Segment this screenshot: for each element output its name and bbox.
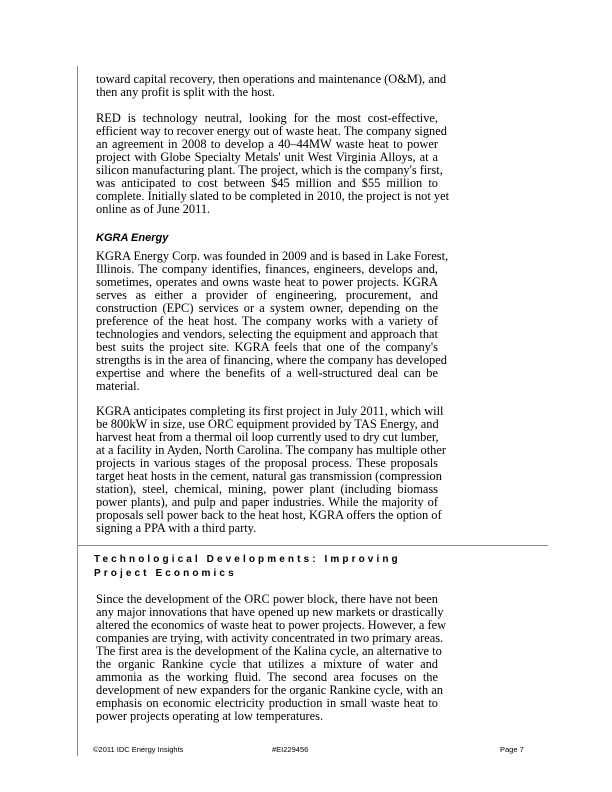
paragraph-tech-developments	[96, 592, 447, 723]
text-line: strengths is in the area of financing, where the company has developed	[96, 353, 447, 367]
text-line: harvest heat from a thermal oil loop currently used to dry cut lumber,	[96, 430, 439, 444]
text-line: station), steel, chemical, mining, power plant (including biomass	[96, 482, 438, 496]
text-line: material.	[96, 379, 140, 393]
text-line: target heat hosts in the cement, natural gas transmission (compression	[96, 469, 442, 483]
paragraph-kgra-intro	[96, 249, 449, 393]
text-line: preference of the heat host. The company works with a variety of	[96, 314, 438, 328]
text-line: expertise and where the benefits of a well-structured deal can be	[96, 366, 438, 380]
text-line: proposals sell power back to the heat host, KGRA offers the option of	[96, 508, 442, 522]
text-line: toward capital recovery, then operations and maintenance (O&M), and	[96, 72, 447, 86]
paragraph-red	[96, 111, 450, 216]
text-line: best suits the project site. KGRA feels that one of the company's	[96, 340, 438, 354]
text-line: RED is technology neutral, looking for the most cost-effective,	[96, 111, 438, 125]
text-line: silicon manufacturing plant. The project, which is the company's first,	[96, 163, 443, 177]
text-line: the organic Rankine cycle that utilizes a mixture of water and	[96, 657, 438, 671]
text-line: power plants), and pulp and paper industries. While the majority of	[96, 495, 438, 509]
section-heading-line: Technological Developments: Improving	[94, 554, 401, 565]
text-line: KGRA Energy Corp. was founded in 2009 and is based in Lake Forest,	[96, 249, 449, 263]
text-line: then any profit is split with the host.	[96, 85, 275, 99]
text-line: online as of June 2011.	[96, 202, 211, 216]
section-divider	[77, 545, 548, 546]
text-line: The first area is the development of the Kalina cycle, an alternative to	[96, 644, 442, 658]
text-line: construction (EPC) services or a system owner, depending on the	[96, 301, 438, 315]
text-line: power projects operating at low temperatures.	[96, 709, 324, 723]
text-line: at a facility in Ayden, North Carolina. The company has multiple other	[96, 443, 446, 457]
text-line: signing a PPA with a third party.	[96, 521, 257, 535]
text-line: projects in various stages of the proposal process. These proposals	[96, 456, 438, 470]
text-line: KGRA anticipates completing its first project in July 2011, which will	[96, 404, 444, 418]
footer-copyright: ©2011 IDC Energy Insights	[93, 745, 184, 754]
section-heading-line: Project Economics	[94, 568, 237, 579]
paragraph-kgra-project	[96, 404, 446, 535]
text-line: development of new expanders for the organic Rankine cycle, with an	[96, 683, 443, 697]
text-line: Illinois. The company identifies, finances, engineers, develops and,	[96, 262, 438, 276]
text-line: efficient way to recover energy out of waste heat. The company signed	[96, 124, 447, 138]
paragraph-capital-recovery	[96, 72, 447, 99]
footer-doc-id: #EI229456	[272, 745, 309, 754]
text-line: serves as either a provider of engineering, procurement, and	[96, 288, 438, 302]
text-line: altered the economics of waste heat to power projects. However, a few	[96, 618, 447, 632]
text-line: complete. Initially slated to be completed in 2010, the project is not yet	[96, 189, 450, 203]
text-line: any major innovations that have opened up new markets or drastically	[96, 605, 444, 619]
subheading-kgra: KGRA Energy	[96, 232, 169, 244]
text-line: be 800kW in size, use ORC equipment provided by TAS Energy, and	[96, 417, 439, 431]
section-heading	[94, 553, 401, 581]
text-line: was anticipated to cost between $45 million and $55 million to	[96, 176, 438, 190]
text-line: sometimes, operates and owns waste heat to power projects. KGRA	[96, 275, 438, 289]
text-line: project with Globe Specialty Metals' unit West Virginia Alloys, at a	[96, 150, 438, 164]
footer-page-number: Page 7	[500, 745, 524, 754]
text-line: emphasis on economic electricity production in small waste heat to	[96, 696, 438, 710]
text-line: an agreement in 2008 to develop a 40–44MW waste heat to power	[96, 137, 438, 151]
margin-rule	[77, 66, 78, 756]
text-line: technologies and vendors, selecting the equipment and approach that	[96, 327, 438, 341]
text-line: companies are trying, with activity concentrated in two primary areas.	[96, 631, 444, 645]
text-line: Since the development of the ORC power block, there have not been	[96, 592, 438, 606]
text-line: ammonia as the working fluid. The second area focuses on the	[96, 670, 438, 684]
